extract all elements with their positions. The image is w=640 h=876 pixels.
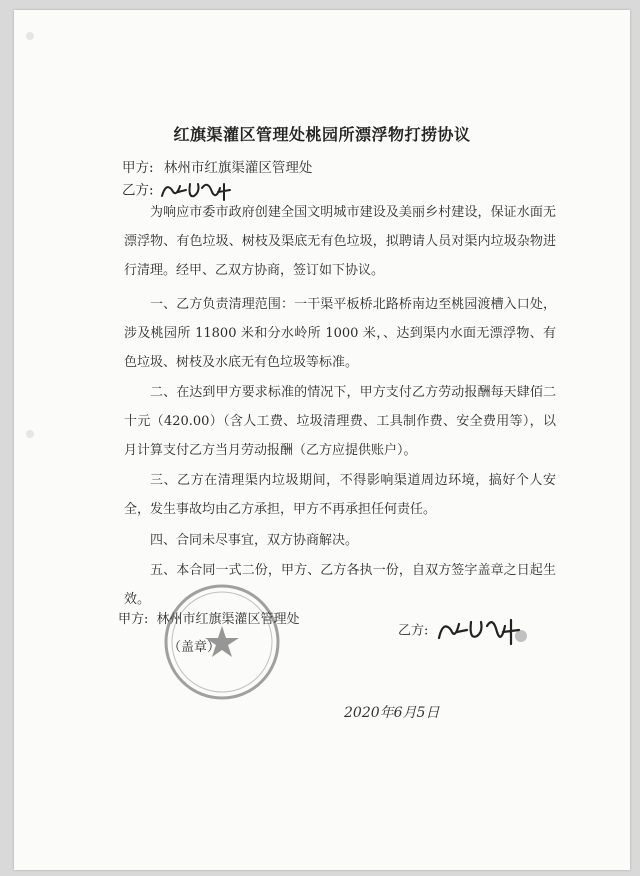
footer-party-a-line xyxy=(118,608,300,627)
signing-date: 2020年6月5日 xyxy=(344,705,440,721)
party-b-label: 乙方: xyxy=(122,182,154,199)
clause-4: 四、合同未尽事宜，双方协商解决。 xyxy=(150,533,359,548)
footer-party-a-label: 甲方: xyxy=(118,612,149,627)
punch-hole xyxy=(26,32,34,40)
party-a-name: 林州市红旗渠灌区管理处 xyxy=(163,160,313,176)
footer-party-b-signature-mark xyxy=(433,614,529,648)
clause-1: 一、乙方负责清理范围：一干渠平板桥北路桥南边至桃园渡槽入口处，涉及桃园所 11800 米和分水岭所 1000 米，、达到渠内水面无漂浮物、有色垃圾、树枝及水底无有色垃圾等标准。 xyxy=(124,297,556,370)
punch-hole xyxy=(26,430,34,438)
clause-5: 五、本合同一式二份，甲方、乙方各执一份，自双方签字盖章之日起生效。 xyxy=(124,563,556,607)
footer-party-a-name: 林州市红旗渠灌区管理处 xyxy=(156,612,300,627)
footer-party-b-line xyxy=(398,614,529,648)
seal-note: （盖章） xyxy=(168,640,221,655)
intro-paragraph: 为响应市委市政府创建全国文明城市建设及美丽乡村建设，保证水面无漂浮物、有色垃圾、树枝及渠底无有色垃圾，拟聘请人员对渠内垃圾杂物进行清理。经甲、乙双方协商，签订如下协议。 xyxy=(124,205,556,278)
clause-2: 二、在达到甲方要求标准的情况下，甲方支付乙方劳动报酬每天肆佰二十元（420.00）（含人工费、垃圾清理费、工具制作费、安全费用等），以月计算支付乙方当月劳动报酬（乙方应提供账户）。 xyxy=(124,385,556,458)
party-a-label: 甲方: xyxy=(122,160,154,176)
party-a-line xyxy=(122,156,312,176)
document-page xyxy=(14,10,630,870)
document-title: 红旗渠灌区管理处桃园所漂浮物打捞协议 xyxy=(173,125,471,144)
clause-3: 三、乙方在清理渠内垃圾期间，不得影响渠道周边环境，搞好个人安全，发生事故均由乙方承担，甲方不再承担任何责任。 xyxy=(124,473,556,517)
footer-party-b-label: 乙方: xyxy=(398,623,429,639)
